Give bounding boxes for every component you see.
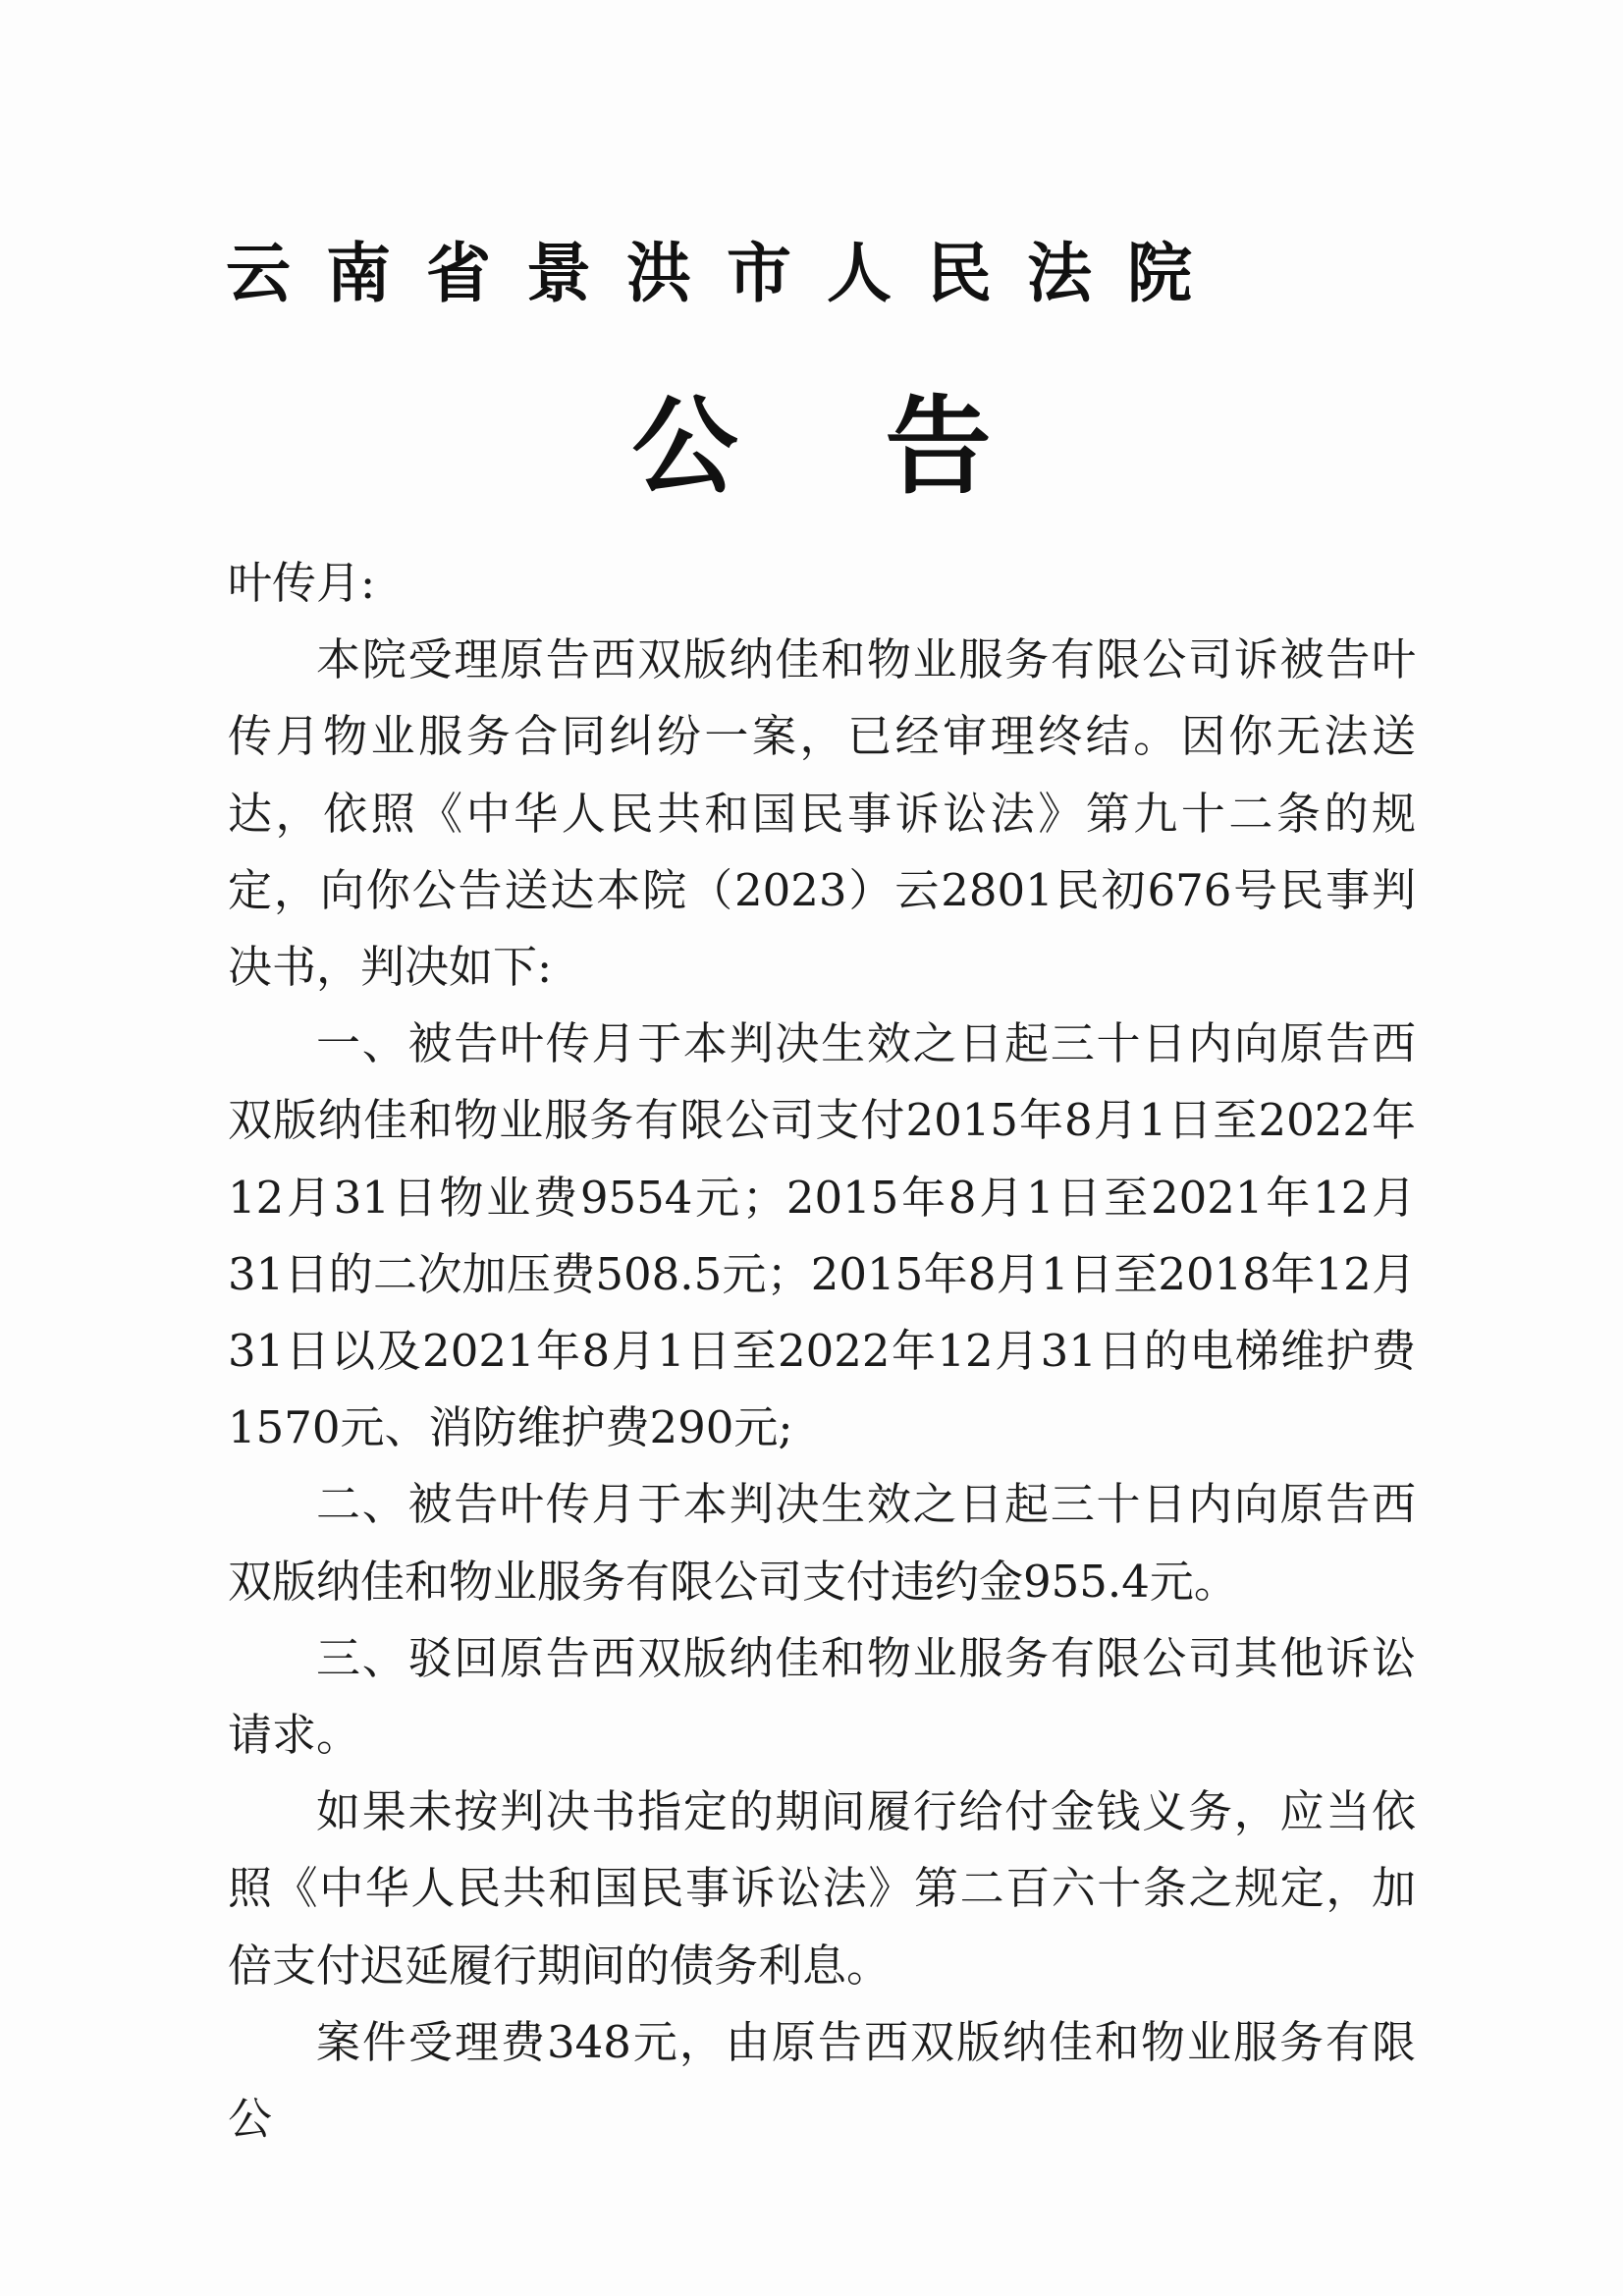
- paragraph-case-fee: 案件受理费348元，由原告西双版纳佳和物业服务有限公: [228, 2015, 1416, 2146]
- paragraph-judgment-item-2: 二、被告叶传月于本判决生效之日起三十日内向原告西双版纳佳和物业服务有限公司支付违约金955.4元。: [228, 1478, 1416, 1608]
- court-name-heading: 云南省景洪市人民法院: [226, 235, 1227, 311]
- addressee-line: 叶传月:: [228, 557, 376, 609]
- document-title: 公告: [631, 385, 1139, 509]
- paragraph-case-intro: 本院受理原告西双版纳佳和物业服务有限公司诉被告叶传月物业服务合同纠纷一案，已经审理终结。因你无法送达，依照《中华人民共和国民事诉讼法》第九十二条的规定，向你公告送达本院（2023）云2801民初676号民事判决书，判决如下:: [228, 633, 1416, 994]
- paragraph-late-payment-notice: 如果未按判决书指定的期间履行给付金钱义务，应当依照《中华人民共和国民事诉讼法》第二百六十条之规定，加倍支付迟延履行期间的债务利息。: [228, 1785, 1416, 1992]
- paragraph-judgment-item-3: 三、驳回原告西双版纳佳和物业服务有限公司其他诉讼请求。: [228, 1631, 1416, 1762]
- announcement-body: [228, 545, 1416, 2158]
- paragraph-judgment-item-1: 一、被告叶传月于本判决生效之日起三十日内向原告西双版纳佳和物业服务有限公司支付2015年8月1日至2022年12月31日物业费9554元；2015年8月1日至2021年12月31日的二次加压费508.5元；2015年8月1日至2018年12月31日以及2021年8月1日至2022年12月31日的电梯维护费1570元、消防维护费290元;: [228, 1017, 1416, 1454]
